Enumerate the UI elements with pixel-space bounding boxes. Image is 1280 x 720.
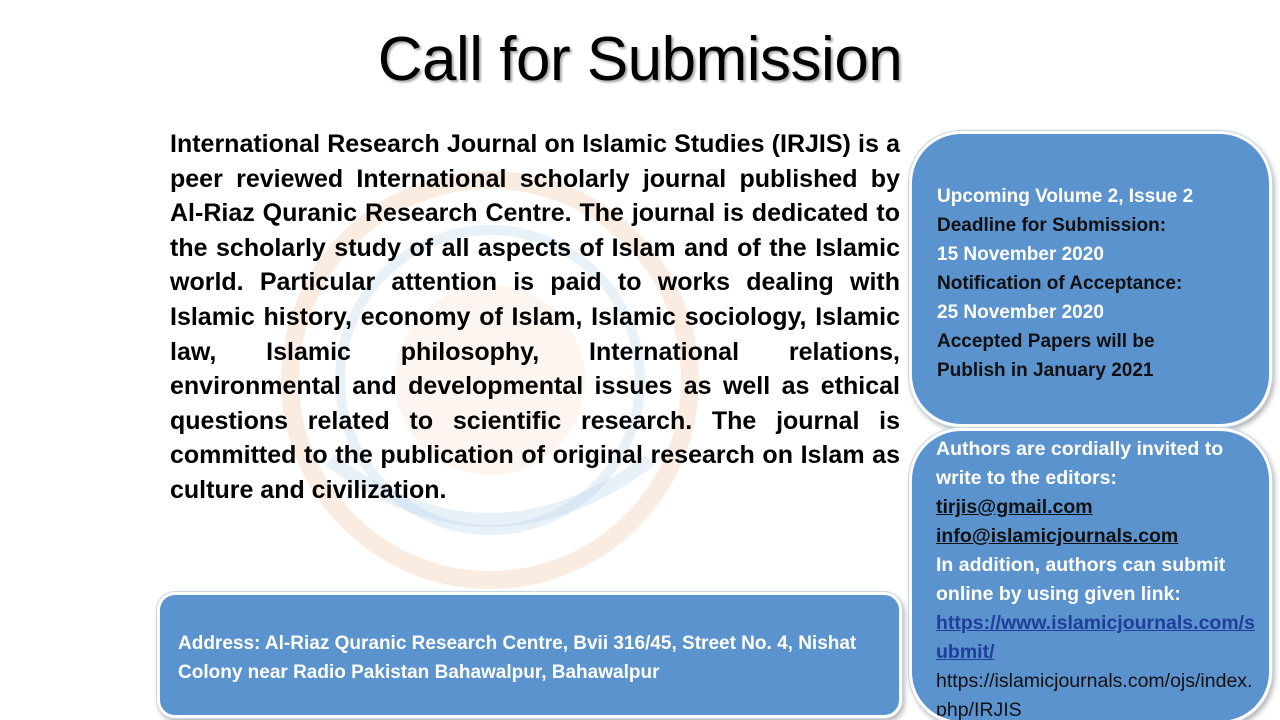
page-title: Call for Submission: [377, 25, 903, 94]
email-link-tirjis[interactable]: tirjis@gmail.com: [936, 496, 1093, 518]
online-line-2: online by using given link:: [936, 583, 1181, 605]
online-line-1: In addition, authors can submit: [936, 554, 1226, 576]
deadline-label: Deadline for Submission:: [937, 215, 1167, 236]
invite-line-2: write to the editors:: [936, 467, 1117, 489]
invite-line-1: Authors are cordially invited to: [936, 438, 1224, 460]
accepted-papers-line-1: Accepted Papers will be: [937, 331, 1155, 352]
submit-link[interactable]: https://www.islamicjournals.com/submit/: [936, 612, 1255, 663]
address-text: Address: Al-Riaz Quranic Research Centre, Bvii 316/45, Street No. 4, Nishat Colony near Radio Pakistan Bahawalpur, Bahawalpur: [178, 633, 857, 683]
address-panel: [157, 592, 902, 718]
contact-panel: [909, 428, 1272, 720]
deadline-panel: [909, 131, 1272, 427]
journal-description: International Research Journal on Islamic Studies (IRJIS) is a peer reviewed International scholarly journal published by Al-Riaz Quranic Research Centre. The journal is dedicated to the scholarly study of all aspects of Islam and of the Islamic world. Particular attention is paid to works dealing with Islamic history, economy of Islam, Islamic sociology, Islamic law, Islamic philosophy, International relations, environmental and developmental issues as well as ethical questions related to scientific research. The journal is committed to the publication of original research on Islam as culture and civilization.: [170, 130, 900, 504]
notification-date: 25 November 2020: [937, 302, 1104, 323]
ojs-link[interactable]: https://islamicjournals.com/ojs/index.php/IRJIS: [936, 670, 1253, 720]
deadline-date: 15 November 2020: [937, 244, 1104, 265]
notification-label: Notification of Acceptance:: [937, 273, 1183, 294]
accepted-papers-line-2: Publish in January 2021: [937, 360, 1154, 381]
upcoming-volume: Upcoming Volume 2, Issue 2: [937, 186, 1194, 207]
email-link-info[interactable]: info@islamicjournals.com: [936, 525, 1179, 547]
